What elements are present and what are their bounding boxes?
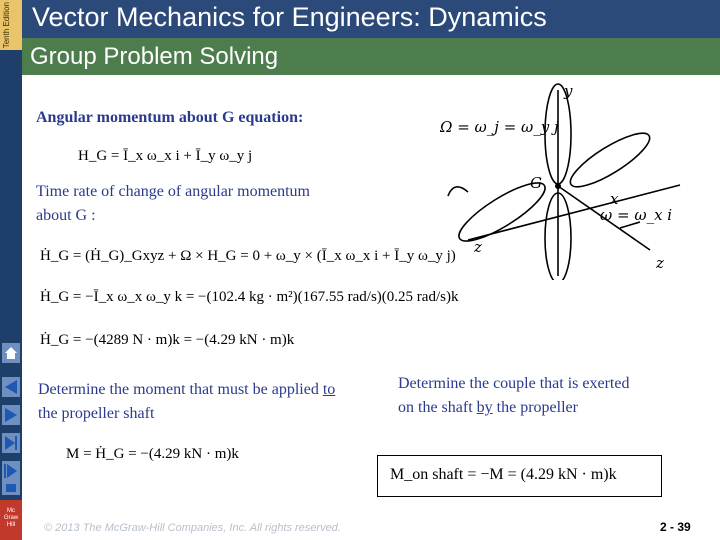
couple-instruction: Determine the couple that is exerted on the shaft by the propeller bbox=[398, 375, 630, 416]
label-x: x bbox=[610, 190, 619, 208]
page-number: 2 - 39 bbox=[660, 520, 691, 534]
blade-right bbox=[564, 125, 656, 196]
label-z: z bbox=[474, 238, 482, 256]
heading-angular-momentum: Angular momentum about G equation: bbox=[36, 109, 304, 126]
left-rail bbox=[0, 0, 22, 540]
copyright-text: © 2013 The McGraw-Hill Companies, Inc. All rights reserved. bbox=[44, 522, 341, 534]
home-icon[interactable] bbox=[1, 342, 21, 364]
label-z2: z bbox=[656, 254, 664, 272]
heading-rate-change: Time rate of change of angular momentum about G : bbox=[36, 183, 310, 224]
moment-instruction: Determine the moment that must be applied to the propeller shaft bbox=[38, 381, 336, 422]
label-omega-right: ω = ω_x i bbox=[600, 206, 673, 224]
equation-rate-3: Ḣ_G = −(4289 N · m)k = −(4.29 kN · m)k bbox=[40, 332, 295, 348]
publisher-logo: Mc Graw Hill bbox=[0, 500, 22, 540]
subtitle-bar bbox=[22, 38, 720, 75]
equation-rate-1: Ḣ_G = (Ḣ_G)_Gxyz + Ω × H_G = 0 + ω_y × (Ī_x ω_x i + Ī_y ω_y j) bbox=[40, 248, 456, 264]
equation-rate-2: Ḣ_G = −Ī_x ω_x ω_y k = −(102.4 kg · m²)(167.55 rad/s)(0.25 rad/s)k bbox=[40, 289, 459, 305]
first-page-icon[interactable] bbox=[1, 376, 21, 398]
next-page-icon[interactable] bbox=[1, 432, 21, 454]
label-g: G bbox=[530, 174, 542, 192]
label-y: y bbox=[564, 82, 573, 100]
equation-couple: M_on shaft = −M = (4.29 kN · m)k bbox=[390, 466, 617, 483]
end-icon[interactable] bbox=[1, 480, 21, 496]
edition-tab bbox=[0, 0, 22, 50]
z-arrow-left bbox=[448, 187, 468, 196]
center-point-g bbox=[555, 183, 561, 189]
title-bar bbox=[22, 0, 720, 38]
equation-hg: H_G = Ī_x ω_x i + Ī_y ω_y j bbox=[78, 148, 253, 164]
previous-page-icon[interactable] bbox=[1, 404, 21, 426]
edition-label: Tenth Edition bbox=[2, 2, 11, 49]
propeller-diagram bbox=[440, 80, 700, 280]
last-page-icon[interactable] bbox=[1, 460, 21, 482]
label-omega-top: Ω = ω_j = ω_y j bbox=[440, 118, 559, 136]
page-title: Vector Mechanics for Engineers: Dynamics bbox=[32, 2, 547, 32]
page-subtitle: Group Problem Solving bbox=[30, 43, 279, 70]
equation-moment: M = Ḣ_G = −(4.29 kN · m)k bbox=[66, 446, 239, 462]
